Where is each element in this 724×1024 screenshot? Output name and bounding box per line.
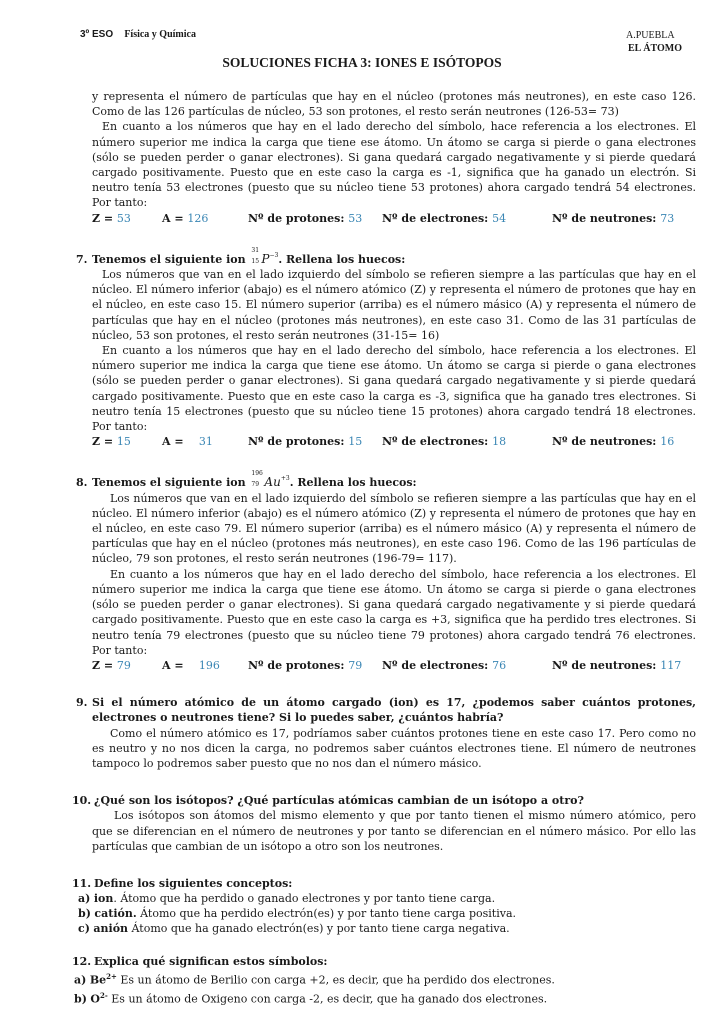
ion-symbol: 196 79 $Au^{+3}$ — [251, 470, 290, 490]
answer-neutrons: Nº de neutrones: 73 — [552, 211, 675, 225]
paragraph: En cuanto a los números que hay en el lado derecho del símbolo, hace referencia a los electrones. El número superior me indica la carga que tiene ese átomo. Un átomo se carga si pierde o gana electrones (sólo se pueden perder o ganar electrones). Si gana quedará cargado negativamente y si pierde quedará cargado positivamente. Puesto que en este caso la carga es -1, significa que ha ganado un electrón. Si neutro tenía 53 electrones (puesto que su núcleo tiene 53 protones) ahora cargado tendrá 54 electrones. Por tanto: — [92, 120, 696, 210]
answer-row — [92, 211, 696, 226]
header-left — [80, 29, 196, 40]
paragraph: En cuanto a los números que hay en el lado derecho del símbolo, hace referencia a los electrones. El número superior me indica la carga que tiene ese átomo. Un átomo se carga si pierde o gana electrones (sólo se pueden perder o ganar electrones). Si gana quedará cargado negativamente y si pierde quedará cargado positivamente. Puesto que en este caso la carga es +3, significa que ha perdido tres electrones. Si neutro tenía 79 electrones (puesto que su núcleo tiene 79 protones) ahora cargado tendrá 76 electrones. Por tanto: — [92, 567, 696, 657]
answer-row — [92, 658, 696, 673]
page-title: SOLUCIONES FICHA 3: IONES E ISÓTOPOS — [222, 55, 502, 70]
symbol-list — [74, 969, 696, 1006]
definition-item: b) catión. Átomo que ha perdido electrón(es) y por tanto tiene carga positiva. — [78, 907, 516, 921]
paragraph: Los números que van en el lado izquierdo del símbolo se refieren siempre a las partículas que hay en el núcleo. El número inferior (abajo) es el número atómico (Z) y representa el número de protones que hay en el núcleo, en este caso 15. El número superior (arriba) es el número másico (A) y representa el número de partículas que hay en el núcleo (protones más neutrones), en este caso 31. Como de las 31 partículas de núcleo, 53 son protones, el resto serán neutrones (31-15= 16) — [92, 268, 696, 342]
topic-label: EL ÁTOMO — [628, 43, 682, 54]
document-content — [72, 89, 696, 1007]
answer-z: Z = 53 — [92, 211, 131, 225]
ion-symbol: 31 15 $P^{-3}$ — [251, 246, 279, 266]
question-12 — [72, 954, 696, 1007]
answer-z: Z = 79 — [92, 658, 131, 672]
question-11 — [72, 876, 696, 936]
course-label: 3º ESO — [80, 29, 114, 40]
answer-electrons: Nº de electrones: 76 — [382, 658, 507, 672]
definition-list — [78, 891, 696, 936]
answer-a: A = 126 — [162, 211, 209, 225]
question-heading: 8. Tenemos el siguiente ion 196 79 $Au^{+3}$. Rellena los huecos: — [76, 470, 417, 490]
answer-z: Z = 15 — [92, 435, 131, 449]
symbol-item: b) $O^{2-}$ Es un átomo de Oxigeno con carga -2, es decir, que ha ganado dos electrones. — [74, 991, 548, 1006]
subject-label: Física y Química — [124, 29, 196, 40]
definition-item: a) ion. Átomo que ha perdido o ganado electrones y por tanto tiene carga. — [78, 892, 496, 906]
paragraph: Como el número atómico es 17, podríamos saber cuántos protones tiene en este caso 17. Pero como no es neutro y no nos dicen la carga, no podremos saber cuántos electrones tiene. El número de neutrones tampoco lo podremos saber puesto que no nos dan el número másico. — [92, 726, 696, 770]
question-heading: 7. Tenemos el siguiente ion 31 15 $P^{-3}$. Rellena los huecos: — [76, 246, 406, 266]
question-10 — [72, 793, 696, 854]
answer-a: A = 31 — [162, 435, 213, 449]
header-right — [626, 29, 682, 55]
answer-protons: Nº de protones: 53 — [248, 211, 363, 225]
definition-item: c) anión Átomo que ha ganado electrón(es) y por tanto tiene carga negativa. — [78, 922, 510, 936]
answer-a: A = 196 — [162, 658, 220, 672]
answer-neutrons: Nº de neutrones: 16 — [552, 435, 675, 449]
question-heading: 9. Si el número atómico de un átomo cargado (ion) es 17, ¿podemos saber cuántos protones, electrones o neutrones tiene? Si lo puedes saber, ¿cuántos habría? — [76, 696, 696, 725]
answer-protons: Nº de protones: 15 — [248, 435, 363, 449]
answer-electrons: Nº de electrones: 18 — [382, 435, 507, 449]
paragraph: y representa el número de partículas que hay en el núcleo (protones más neutrones), en este caso 126. Como de las 126 partículas de núcleo, 53 son protones, el resto serán neutrones (126-53= 73) — [92, 90, 696, 119]
answer-neutrons: Nº de neutrones: 117 — [552, 658, 682, 672]
answer-row — [92, 434, 696, 449]
question-7 — [76, 246, 696, 450]
question-8 — [76, 470, 696, 673]
author-label: A.PUEBLA — [626, 30, 675, 41]
answer-protons: Nº de protones: 79 — [248, 658, 363, 672]
paragraph: Los isótopos son átomos del mismo elemento y que por tanto tienen el mismo número atómico, pero que se diferencian en el número de neutrones y por tanto se diferencian en el número másico. Por ello las partículas que cambian de un isótopo a otro son los neutrones. — [92, 809, 696, 853]
question-heading: 12. Explica qué significan estos símbolos: — [72, 955, 328, 969]
answer-electrons: Nº de electrones: 54 — [382, 211, 507, 225]
paragraph: En cuanto a los números que hay en el lado derecho del símbolo, hace referencia a los electrones. El número superior me indica la carga que tiene ese átomo. Un átomo se carga si pierde o gana electrones (sólo se pueden perder o ganar electrones). Si gana quedará cargado negativamente y si pierde quedará cargado positivamente. Puesto que en este caso la carga es -3, significa que ha ganado tres electrones. Si neutro tenía 15 electrones (puesto que su núcleo tiene 15 protones) ahora cargado tendrá 18 electrones. Por tanto: — [92, 344, 696, 434]
question-heading: 10. ¿Qué son los isótopos? ¿Qué partículas atómicas cambian de un isótopo a otro? — [72, 794, 584, 808]
symbol-item: a) $Be^{2+}$ Es un átomo de Berilio con carga +2, es decir, que ha perdido dos electrones. — [74, 972, 555, 987]
question-9 — [76, 695, 696, 771]
question-heading: 11. Define los siguientes conceptos: — [72, 876, 293, 890]
paragraph: Los números que van en el lado izquierdo del símbolo se refieren siempre a las partículas que hay en el núcleo. El número inferior (abajo) es el número atómico (Z) y representa el número de protones que hay en el núcleo, en este caso 79. El número superior (arriba) es el número másico (A) y representa el número de partículas que hay en el núcleo (protones más neutrones), en este caso 196. Como de las 196 partículas de núcleo, 79 son protones, el resto serán neutrones (196-79= 117). — [92, 491, 696, 566]
q6-continuation — [92, 89, 696, 226]
